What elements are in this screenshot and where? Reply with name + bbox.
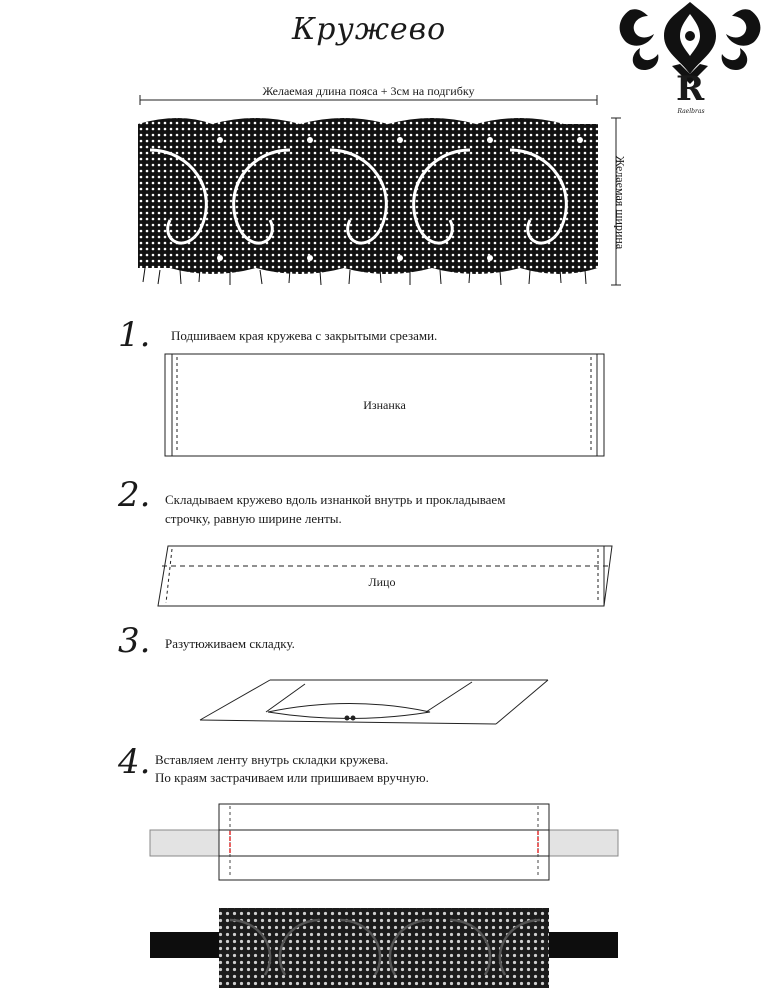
step1-panel-label: Изнанка (363, 398, 406, 412)
step2-text-line2: строчку, равную ширине ленты. (165, 511, 342, 526)
step3-text: Разутюживаем складку. (165, 636, 295, 651)
step2-text-line1: Складываем кружево вдоль изнанкой внутрь и прокладываем (165, 492, 506, 507)
step4-finished-belt (150, 908, 618, 988)
step4-text-line2: По краям застрачиваем или пришиваем вручную. (155, 770, 429, 785)
lace-band (138, 118, 598, 285)
step1-text: Подшиваем края кружева с закрытыми срезами. (171, 328, 438, 343)
step3-fold (200, 680, 548, 724)
step2-panel-label: Лицо (368, 575, 396, 589)
step4-text-line1: Вставляем ленту внутрь складки кружева. (155, 752, 389, 767)
width-label: Желаемая ширина (613, 155, 628, 250)
step1-number: 1. (118, 315, 151, 355)
page-title: Кружево (292, 12, 447, 47)
step3-number: 3. (118, 621, 151, 661)
logo-caption: Raelbras (677, 108, 705, 115)
step4-number: 4. (118, 742, 151, 782)
step2-number: 2. (118, 475, 151, 515)
logo-letter: R (676, 69, 705, 109)
length-label: Желаемая длина пояса + 3см на подгибку (262, 84, 475, 98)
step4-ribbon-light (150, 804, 618, 880)
